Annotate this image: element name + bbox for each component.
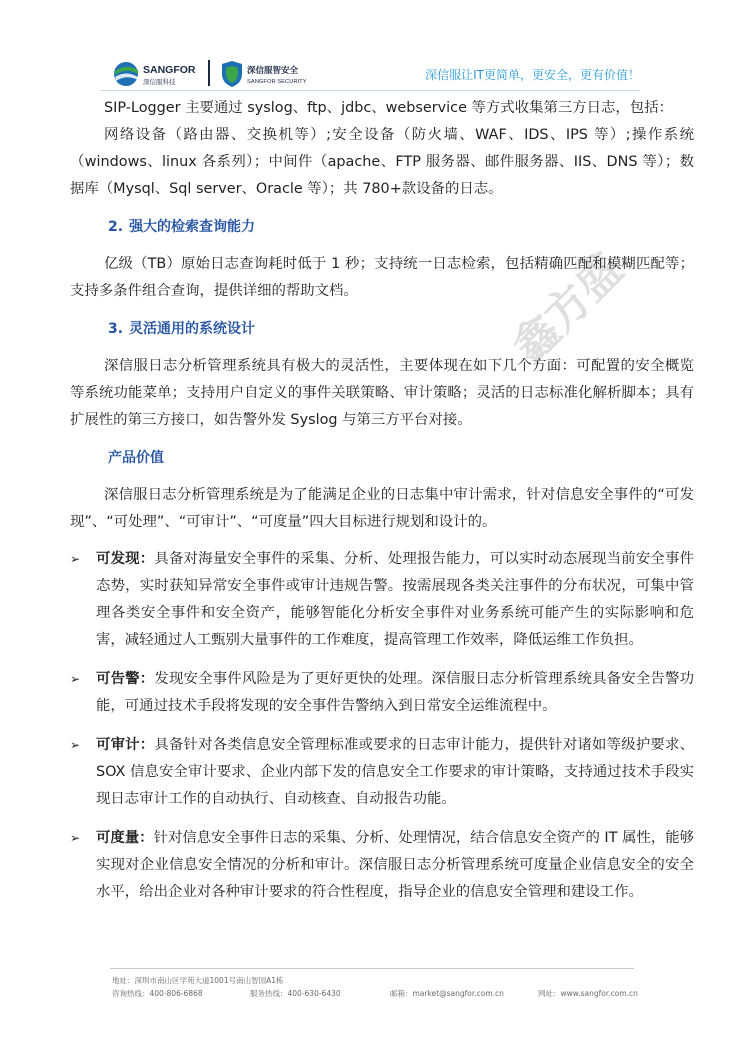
- value-bullet-list: [70, 546, 694, 906]
- watermark-text: 鑫方盛: [503, 243, 633, 373]
- footer-website: 网址：www.sangfor.com.cn: [538, 989, 638, 998]
- page-header: [0, 0, 750, 100]
- bullet-term: 可度量：: [96, 830, 154, 846]
- heading-text: 强大的检索查询能力: [129, 219, 256, 235]
- logo1-subtitle: 深信服科技: [143, 78, 176, 86]
- bullet-text: 具备对海量安全事件的采集、分析、处理报告能力，可以实时动态展现当前安全事件态势，实时获知异常安全事件或审计违规告警。按需展现各类关注事件的分布状况，可集中管理各类安全事件和安全资产，能够智能化分析安全事件对业务系统可能产生的实际影响和危害，减轻通过人工甄别大量事件的工作难度，提高管理工作效率，降低运维工作负担。: [96, 551, 694, 648]
- footer-service-hotline: 服务热线：400-630-6430: [250, 989, 341, 998]
- logo1-wordmark: SANGFOR: [143, 64, 196, 76]
- section-heading-design: [108, 316, 694, 342]
- sangfor-logo: [112, 58, 208, 90]
- footer-divider: [110, 968, 634, 969]
- devices-paragraph: 网络设备（路由器、交换机等）;安全设备（防火墙、WAF、IDS、IPS 等）;操作系统（windows、linux 各系列）；中间件（apache、FTP 服务器、邮件服务器、IIS、DNS 等）；数据库（Mysql、Sql server、Oracle 等）；共 780+款设备的日志。: [70, 127, 694, 197]
- footer-consult-hotline: 咨询热线：400-806-6868: [112, 989, 203, 998]
- heading-number: 3.: [108, 321, 124, 337]
- bullet-text: 具备针对各类信息安全管理标准或要求的日志审计能力，提供针对诸如等级护要求、SOX 信息安全审计要求、企业内部下发的信息安全工作要求的审计策略，支持通过技术手段实现日志审计工作的自动执行、自动核查、自动报告功能。: [96, 737, 694, 807]
- list-item: [70, 666, 694, 720]
- bullet-term: 可发现：: [96, 551, 155, 567]
- footer-email: 邮箱：market@sangfor.com.cn: [390, 989, 504, 998]
- arrow-bullet-icon: ➢: [70, 552, 81, 566]
- bullet-term: 可告警：: [96, 671, 155, 687]
- arrow-bullet-icon: ➢: [70, 738, 81, 752]
- arrow-bullet-icon: ➢: [70, 831, 81, 845]
- bullet-text: 发现安全事件风险是为了更好更快的处理。深信服日志分析管理系统具备安全告警功能，可通过技术手段将发现的安全事件告警纳入到日常安全运维流程中。: [96, 671, 694, 714]
- bullet-term: 可审计：: [96, 737, 155, 753]
- logo2-wordmark: 深信服智安全: [247, 66, 299, 76]
- list-item: [70, 825, 694, 906]
- search-paragraph: 亿级（TB）原始日志查询耗时低于 1 秒；支持统一日志检索，包括精确匹配和模糊匹配等；支持多条件组合查询，提供详细的帮助文档。: [70, 256, 694, 299]
- section-heading-search: [108, 214, 694, 240]
- document-body: [70, 95, 694, 918]
- value-paragraph: 深信服日志分析管理系统是为了能满足企业的日志集中审计需求，针对信息安全事件的“可发现”、“可处理”、“可审计”、“可度量”四大目标进行规划和设计的。: [70, 487, 694, 530]
- design-paragraph: 深信服日志分析管理系统具有极大的灵活性，主要体现在如下几个方面：可配置的安全概览等系统功能菜单；支持用户自定义的事件关联策略、审计策略；灵活的日志标准化解析脚本；具有扩展性的第三方接口，如告警外发 Syslog 与第三方平台对接。: [70, 358, 694, 428]
- section-heading-value: [108, 445, 694, 471]
- intro-line: SIP-Logger 主要通过 syslog、ftp、jdbc、webservice 等方式收集第三方日志，包括：: [104, 100, 673, 116]
- arrow-bullet-icon: ➢: [70, 672, 81, 686]
- header-slogan: 深信服让IT更简单，更安全，更有价值！: [425, 68, 640, 82]
- heading-text: 产品价值: [108, 450, 164, 466]
- list-item: [70, 732, 694, 813]
- list-item: [70, 546, 694, 654]
- header-divider: [100, 90, 640, 91]
- heading-number: 2.: [108, 219, 124, 235]
- logo2-subtitle: SANGFOR SECURITY: [247, 79, 307, 85]
- footer-address: 地址：深圳市南山区学苑大道1001号南山智园A1栋: [112, 976, 284, 985]
- heading-text: 灵活通用的系统设计: [129, 321, 256, 337]
- logo-divider: [208, 60, 210, 86]
- bullet-text: 针对信息安全事件日志的采集、分析、处理情况，结合信息安全资产的 IT 属性，能够实现对企业信息安全情况的分析和审计。深信服日志分析管理系统可度量企业信息安全的安全水平，给出企业对各种审计要求的符合性程度，指导企业的信息安全管理和建设工作。: [96, 830, 694, 900]
- sangfor-security-logo: [218, 58, 328, 90]
- page-footer: [112, 974, 642, 1002]
